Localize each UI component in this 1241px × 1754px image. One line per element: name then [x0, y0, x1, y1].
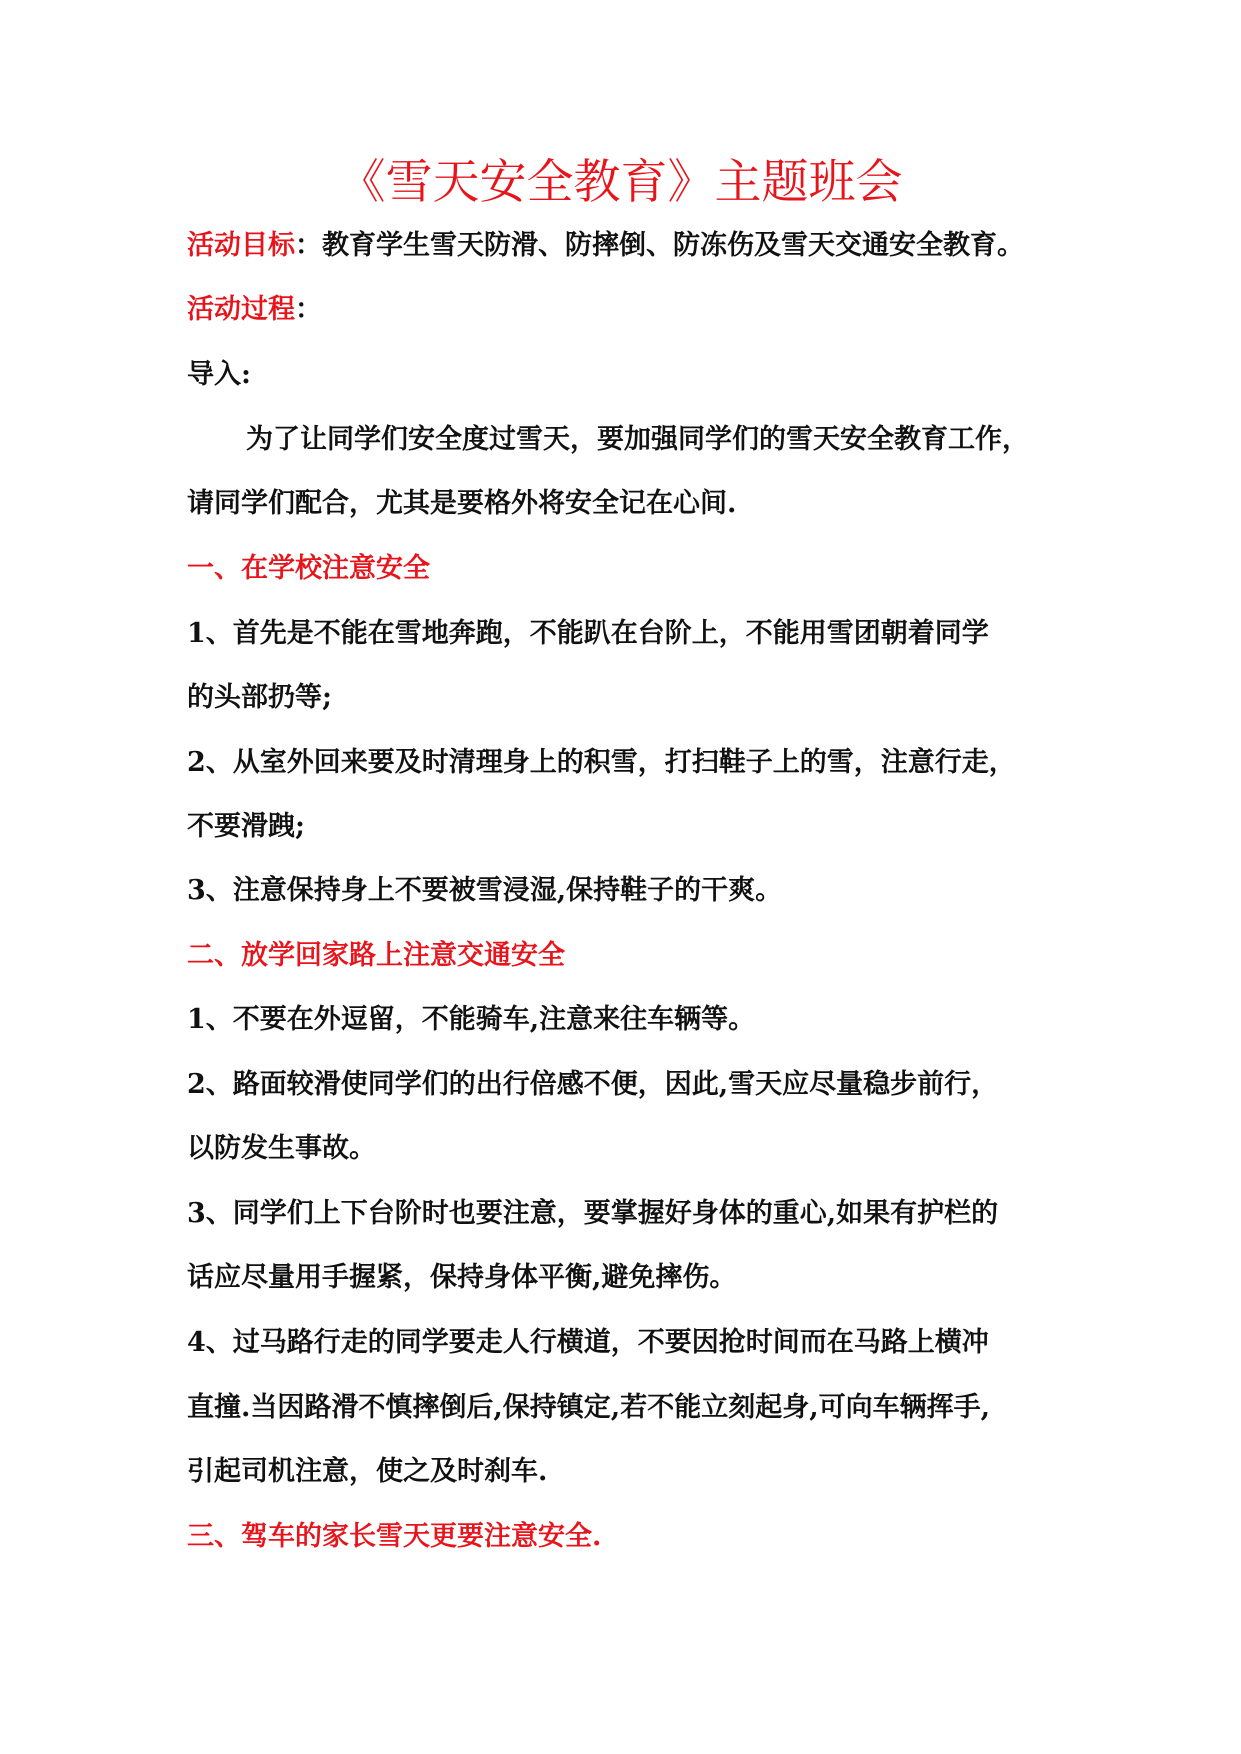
- section-line: 3、注意保持身上不要被雪浸湿,保持鞋子的干爽。: [187, 875, 783, 906]
- section-line: 直撞.当因路滑不慎摔倒后,保持镇定,若不能立刻起身,可向车辆挥手,: [187, 1392, 990, 1423]
- section-heading-school: 一、在学校注意安全: [187, 553, 430, 584]
- intro-heading: 导入:: [187, 359, 251, 390]
- section-line: 3、同学们上下台阶时也要注意，要掌握好身体的重心,如果有护栏的: [187, 1198, 999, 1229]
- activity-process-line: [187, 290, 1087, 330]
- section-line: 4、过马路行走的同学要走人行横道，不要因抢时间而在马路上横冲: [187, 1327, 989, 1358]
- activity-goal-colon: ：: [295, 230, 322, 261]
- activity-process-colon: ：: [295, 294, 322, 325]
- section-line: 以防发生事故。: [187, 1133, 376, 1164]
- activity-goal-text: 教育学生雪天防滑、防摔倒、防冻伤及雪天交通安全教育。: [322, 230, 1024, 261]
- section-line: 2、路面较滑使同学们的出行倍感不便，因此,雪天应尽量稳步前行，: [187, 1069, 999, 1100]
- section-line: 不要滑跩;: [187, 811, 305, 842]
- intro-paragraph-line-2: 请同学们配合，尤其是要格外将安全记在心间.: [187, 488, 737, 519]
- activity-process-label: 活动过程: [187, 294, 295, 325]
- section-heading-traffic: 二、放学回家路上注意交通安全: [187, 940, 565, 971]
- section-heading-parents: 三、驾车的家长雪天更要注意安全.: [187, 1521, 602, 1552]
- section-line: 引起司机注意，使之及时刹车.: [187, 1456, 548, 1487]
- section-line: 的头部扔等;: [187, 682, 332, 713]
- section-line: 话应尽量用手握紧，保持身体平衡,避免摔伤。: [187, 1262, 737, 1293]
- page-title: 《雪天安全教育》主题班会: [338, 155, 903, 210]
- activity-goal-label: 活动目标: [187, 230, 295, 261]
- intro-paragraph-line-1: 为了让同学们安全度过雪天，要加强同学们的雪天安全教育工作，: [246, 424, 1029, 455]
- section-line: 1、首先是不能在雪地奔跑，不能趴在台阶上，不能用雪团朝着同学: [187, 618, 989, 649]
- activity-goal-line: [187, 226, 1087, 266]
- section-line: 2、从室外回来要及时清理身上的积雪，打扫鞋子上的雪，注意行走，: [187, 747, 1016, 778]
- section-line: 1、不要在外逗留，不能骑车,注意来往车辆等。: [187, 1004, 756, 1035]
